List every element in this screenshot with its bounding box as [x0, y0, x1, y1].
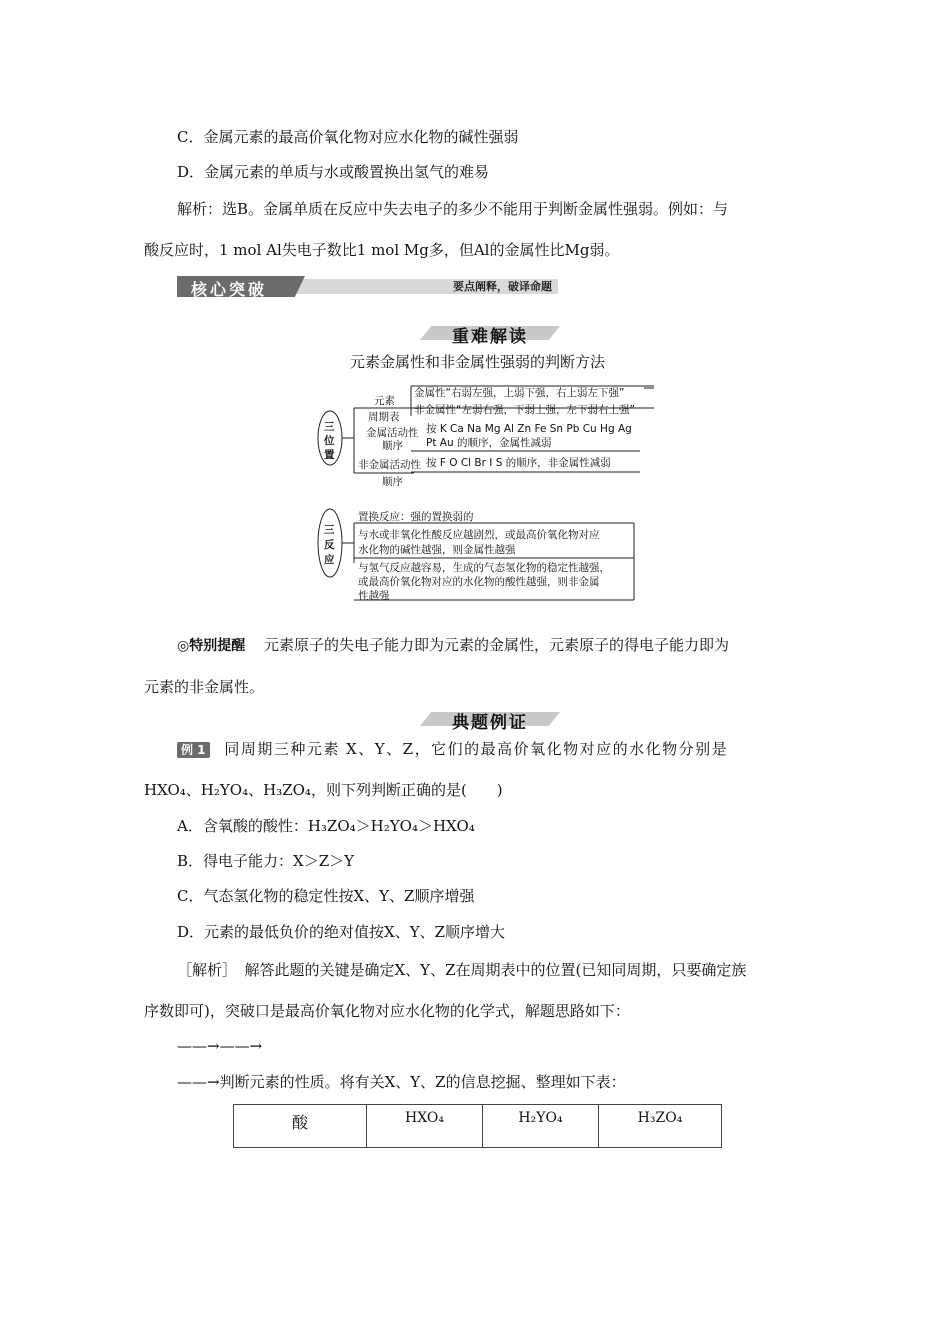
- table-cell: HXO₄: [367, 1105, 483, 1148]
- flow-arrows: ——→——→: [177, 1037, 263, 1055]
- example-tag: 例 1: [177, 742, 210, 758]
- svg-text:或最高价氧化物对应的水化物的酸性越强，则非金属: 或最高价氧化物对应的水化物的酸性越强，则非金属: [358, 576, 600, 588]
- analysis-line-1: 解析：选B。金属单质在反应中失去电子的多少不能用于判断金属性强弱。例如：与: [177, 200, 729, 218]
- text-nonmetal-seq: 按 F O Cl Br I S 的顺序，非金属性减弱: [426, 457, 611, 469]
- svg-text:位: 位: [324, 435, 335, 447]
- example-option-c: C．气态氢化物的稳定性按X、Y、Z顺序增强: [177, 887, 475, 905]
- text-yuansu: 元素: [374, 395, 395, 407]
- option-d: D．金属元素的单质与水或酸置换出氢气的难易: [177, 163, 490, 181]
- text-metal-activity: 金属活动性: [366, 427, 419, 439]
- example-question: 例 1 同周期三种元素 X、Y、Z，它们的最高价氧化物对应的水化物分别是: [177, 739, 728, 759]
- acid-table: [233, 1104, 722, 1148]
- judgement-method-diagram: [314, 378, 654, 608]
- example-option-b: B．得电子能力：X＞Z＞Y: [177, 852, 355, 870]
- solution-line-1: ［解析］ 解答此题的关键是确定X、Y、Z在周期表中的位置(已知同周期，只要确定族: [177, 961, 747, 979]
- example-option-d: D．元素的最低负价的绝对值按X、Y、Z顺序增大: [177, 923, 506, 941]
- example-question-2: HXO₄、H₂YO₄、H₃ZO₄，则下列判断正确的是( ): [144, 781, 503, 799]
- text-nonmetal-pt: 非金属性“左弱右强，下弱上强，左下弱右上强”: [414, 404, 635, 416]
- table-row: [234, 1105, 722, 1148]
- text-zhouqibiao: 周期表: [368, 411, 400, 423]
- section-heading-key-points: 重难解读: [420, 322, 560, 344]
- special-reminder: [177, 635, 729, 656]
- table-cell: H₃ZO₄: [599, 1105, 722, 1148]
- core-breakthrough-banner: [177, 276, 558, 297]
- label-three-reactions: 三: [324, 524, 335, 536]
- svg-text:反: 反: [324, 539, 335, 551]
- text-nonmetal-activity: 非金属活动性: [358, 459, 421, 471]
- section-subtitle: 元素金属性和非金属性强弱的判断方法: [350, 353, 606, 371]
- reminder-label: ◎特别提醒: [177, 638, 246, 654]
- svg-text:应: 应: [324, 554, 335, 566]
- section-heading-examples: 典题例证: [420, 708, 560, 730]
- text-reaction-3: 与氢气反应越容易，生成的气态氢化物的稳定性越强，: [358, 562, 610, 574]
- banner-title: 核心突破: [191, 280, 268, 299]
- reminder-text-2: 元素的非金属性。: [144, 678, 265, 696]
- reminder-text: 元素原子的失电子能力即为元素的金属性，元素原子的得电子能力即为: [264, 636, 730, 654]
- text-reaction-2: 与水或非氧化性酸反应越剧烈，或最高价氧化物对应: [358, 529, 600, 541]
- svg-text:置: 置: [324, 449, 335, 461]
- table-cell: 酸: [234, 1105, 367, 1148]
- svg-text:顺序: 顺序: [382, 476, 403, 488]
- option-c: C．金属元素的最高价氧化物对应水化物的碱性强弱: [177, 128, 519, 146]
- text-reaction-1: 置换反应：强的置换弱的: [358, 511, 474, 523]
- analysis-line-2: 酸反应时，1 mol Al失电子数比1 mol Mg多，但Al的金属性比Mg弱。: [144, 241, 620, 259]
- svg-text:Pt Au 的顺序，金属性减弱: Pt Au 的顺序，金属性减弱: [426, 437, 552, 449]
- flow-line-2: ——→判断元素的性质。将有关X、Y、Z的信息挖掘、整理如下表：: [177, 1073, 626, 1091]
- text-metal-seq: 按 K Ca Na Mg Al Zn Fe Sn Pb Cu Hg Ag: [426, 423, 632, 435]
- svg-text:顺序: 顺序: [382, 440, 403, 452]
- svg-text:水化物的碱性越强，则金属性越强: 水化物的碱性越强，则金属性越强: [358, 544, 516, 556]
- banner-subtitle: 要点阐释，破译命题: [453, 280, 552, 293]
- solution-line-2: 序数即可)，突破口是最高价氧化物对应水化物的化学式，解题思路如下：: [144, 1002, 630, 1020]
- svg-text:性越强: 性越强: [358, 590, 390, 602]
- example-option-a: A．含氧酸的酸性：H₃ZO₄＞H₂YO₄＞HXO₄: [177, 817, 475, 835]
- label-three-positions-1: 三: [324, 421, 335, 433]
- text-metal-pt: 金属性“右弱左强，上弱下强，右上弱左下强”: [414, 387, 625, 399]
- table-cell: H₂YO₄: [483, 1105, 599, 1148]
